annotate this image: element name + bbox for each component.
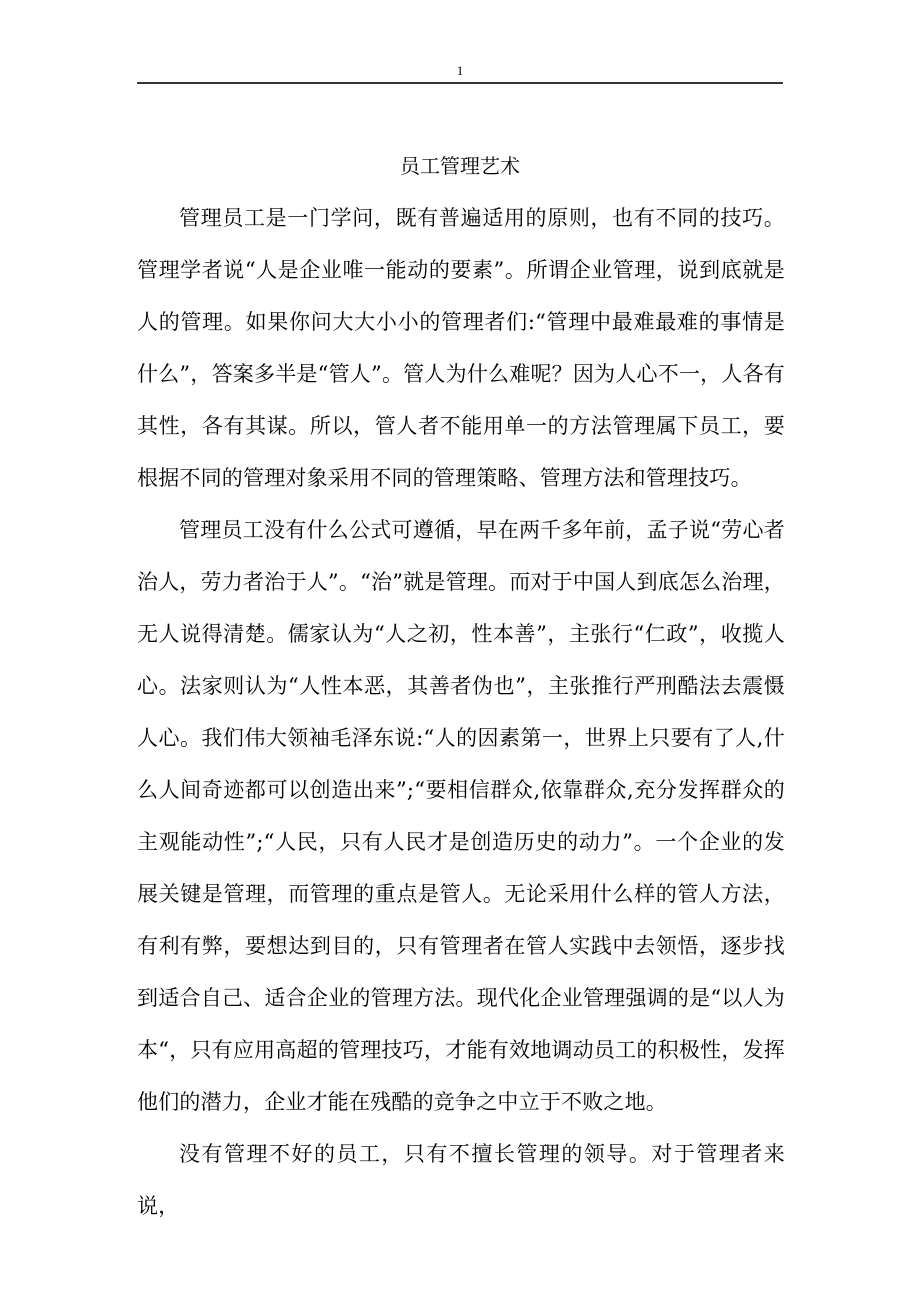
document-title: 员工管理艺术 (400, 154, 520, 178)
paragraph: 管理员工没有什么公式可遵循，早在两千多年前，孟子说“劳心者治人，劳力者治于人”。“治”就是管理。而对于中国人到底怎么治理，无人说得清楚。儒家认为“人之初，性本善”，主张行“仁政”，收揽人心。法家则认为“人性本恶，其善者伪也”，主张推行严刑酷法去震慑人心。我们伟大领袖毛泽东说:“人的因素第一，世界上只要有了人,什么人间奇迹都可以创造出来”;“要相信群众,依靠群众,充分发挥群众的主观能动性”;“人民，只有人民才是创造历史的动力”。一个企业的发展关键是管理，而管理的重点是管人。无论采用什么样的管人方法，有利有弊，要想达到目的，只有管理者在管人实践中去领悟，逐步找到适合自己、适合企业的管理方法。现代化企业管理强调的是“以人为本“，只有应用高超的管理技巧，才能有效地调动员工的积极性，发挥他们的潜力，企业才能在残酷的竞争之中立于不败之地。 (137, 518, 785, 1114)
header-divider (137, 82, 783, 84)
page-number: 1 (456, 63, 464, 78)
paragraph: 管理员工是一门学问，既有普遍适用的原则，也有不同的技巧。管理学者说“人是企业唯一能动的要素”。所谓企业管理，说到底就是人的管理。如果你问大大小小的管理者们:“管理中最难最难的事情是什么”，答案多半是“管人”。管人为什么难呢？因为人心不一，人各有其性，各有其谋。所以，管人者不能用单一的方法管理属下员工，要根据不同的管理对象采用不同的管理策略、管理方法和管理技巧。 (137, 206, 785, 490)
document-body (137, 192, 785, 1232)
paragraph: 没有管理不好的员工，只有不擅长管理的领导。对于管理者来说， (137, 1142, 785, 1218)
